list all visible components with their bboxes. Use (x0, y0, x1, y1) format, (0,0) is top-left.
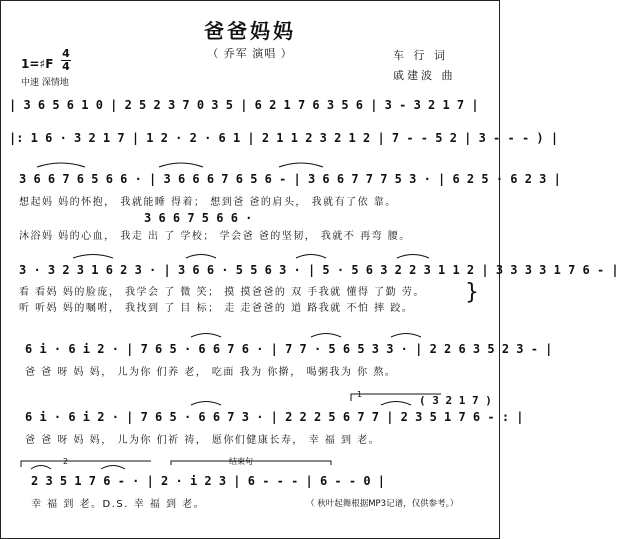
verse-bracket: } (465, 280, 479, 305)
verse-music-line-2: 3 · 3 2 3 1 6 2 3 · | 3 6 6 · 5 5 6 3 · | 5 · 5 6 3 2 2 3 1 1 2 | 3 3 3 3 1 7 6 - | (19, 263, 619, 277)
transcription-footnote: （ 秋叶起舞根据MP3记谱，仅供参考。） (306, 499, 459, 509)
intro-line-2: |: 1 6 · 3 2 1 7 | 1 2 · 2 · 6 1 | 2 1 1 2 3 2 1 2 | 7 - - 5 2 | 3 - - - ) | (9, 131, 559, 145)
chorus-music-line-2: 6 i · 6 i 2 · | 7 6 5 · 6 6 7 3 · | 2 2 2 5 6 7 7 | 2 3 5 1 7 6 - : | (25, 410, 524, 424)
volta-2-bracket (21, 461, 151, 467)
key-signature: 1=♯F (21, 57, 54, 71)
slur-verse-6 (296, 255, 326, 259)
slur-verse-2 (159, 163, 203, 167)
slur-verse-3 (279, 163, 323, 167)
chorus-lyric-line-2: 爸 爸 呀 妈 妈， 儿为你 们祈 祷， 愿你们健康长寿， 幸 福 到 老。 (25, 435, 381, 446)
tempo-marking: 中速 深情地 (21, 78, 69, 88)
slur-ending-1 (31, 466, 51, 470)
intro-line-1: | 3 6 5 6 1 0 | 2 5 2 3 7 0 3 5 | 6 2 1 7 6 3 5 6 | 3 - 3 2 1 7 | (9, 98, 479, 112)
notation-overlay (1, 1, 499, 538)
volta-alternate-notes: ( 3 2 1 7 ) (419, 394, 492, 407)
slur-verse-5 (186, 255, 216, 259)
slur-chorus-3 (391, 334, 421, 338)
ending-lyric-line: 幸 福 到 老。D.S. 幸 福 到 老。 (31, 499, 206, 510)
ending-label: 结束句 (229, 457, 253, 466)
ending-bracket (171, 461, 331, 465)
song-title: 爸爸妈妈 (204, 19, 296, 43)
verse-lyric-line-1: 想起妈 妈的怀抱， 我就能睡 得着； 想到爸 爸的肩头， 我就有了依 靠。 (19, 197, 397, 208)
slur-verse-1 (37, 163, 85, 167)
slur-chorus-4 (191, 402, 221, 406)
volta-1-bracket (351, 394, 441, 401)
slur-chorus-5 (381, 402, 411, 406)
singer-credit: （ 乔军 演唱 ） (207, 47, 293, 60)
lyricist-credit: 车 行 词 (393, 49, 448, 62)
ending-music-line: 2 3 5 1 7 6 - · | 2 · i 2 3 | 6 - - - | 6 - - 0 | (31, 474, 386, 488)
composer-credit: 戚建波 曲 (393, 69, 456, 82)
verse-lyric-line-3: 看 看妈 妈的脸庞， 我学会 了 微 笑； 摸 摸爸爸的 双 手我就 懂得 了勤 劳。 (19, 287, 425, 298)
time-signature-top: 4 (62, 47, 70, 60)
time-signature-bottom: 4 (62, 60, 70, 73)
verse-alternate-melody: 3 6 6 7 5 6 6 · (144, 211, 253, 225)
slur-verse-7 (397, 255, 429, 259)
verse-lyric-line-4: 听 听妈 妈的嘱咐， 我找到 了 目 标； 走 走爸爸的 道 路我就 不怕 摔 跤。 (19, 303, 414, 314)
verse-music-line-1: 3 6 6 7 6 5 6 6 · | 3 6 6 6 7 6 5 6 - | 3 6 6 7 7 7 5 3 · | 6 2 5 · 6 2 3 | (19, 172, 561, 186)
slur-chorus-2 (311, 334, 341, 338)
volta-1-number: 1 (357, 390, 363, 399)
chorus-lyric-line-1: 爸 爸 呀 妈 妈， 儿为你 们养 老， 吃面 我为 你擀， 喝粥我为 你 熬。 (25, 367, 397, 378)
slur-chorus-1 (191, 334, 221, 338)
slur-verse-4 (73, 255, 113, 259)
volta-2-number: 2 (63, 457, 69, 466)
verse-lyric-line-2: 沐浴妈 妈的心血， 我走 出 了 学校； 学会爸 爸的坚韧， 我就不 再弯 腰。 (19, 231, 411, 242)
chorus-music-line-1: 6 i · 6 i 2 · | 7 6 5 · 6 6 7 6 · | 7 7 · 5 6 5 3 3 · | 2 2 6 3 5 2 3 - | (25, 342, 553, 356)
slur-ending-2 (101, 466, 125, 470)
